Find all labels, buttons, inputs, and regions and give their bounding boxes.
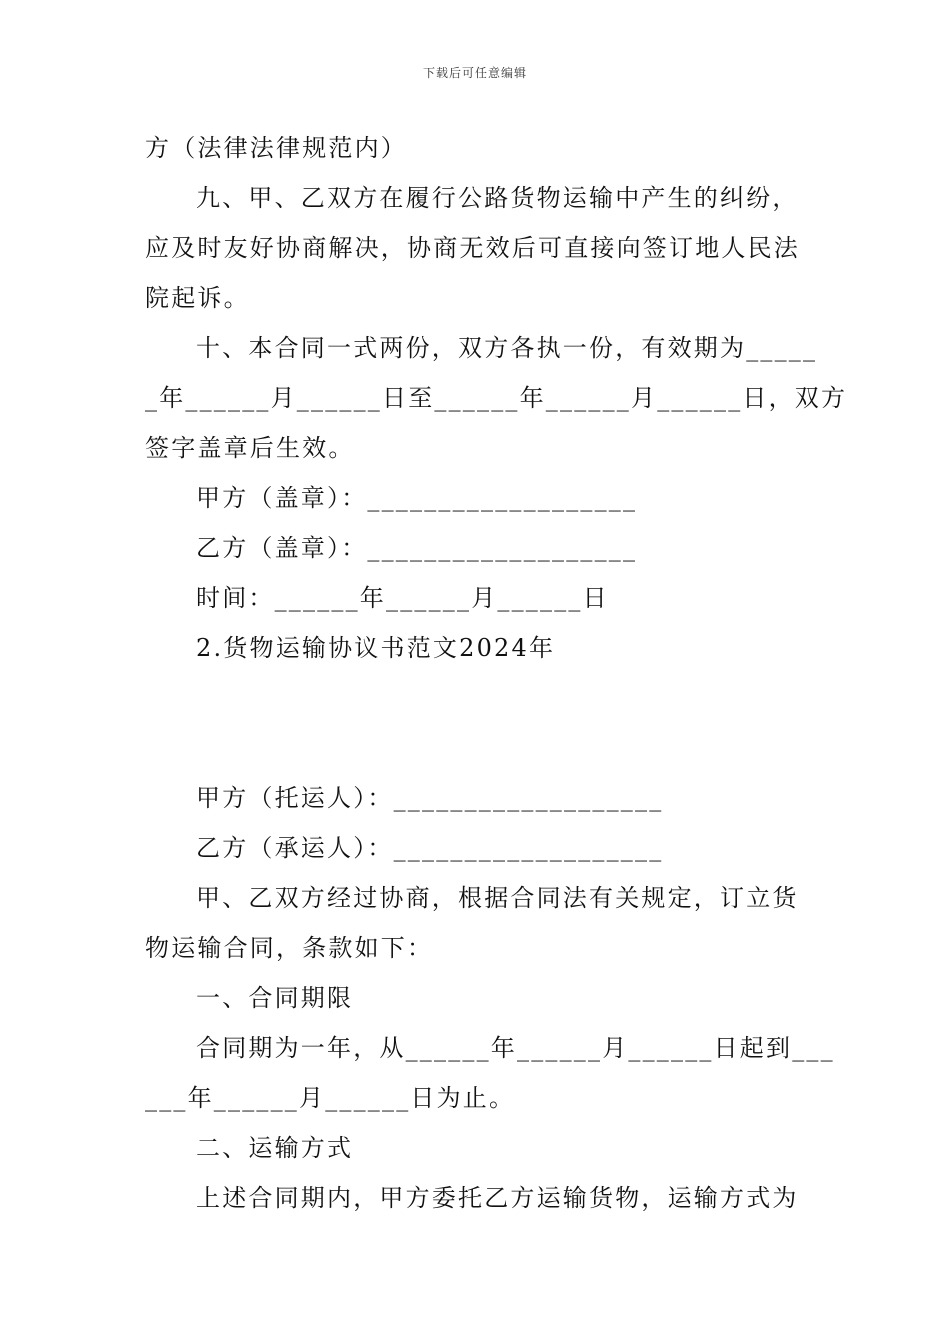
page-header: 下载后可任意编辑 [422,66,527,80]
signature-line-party-b: 乙方（盖章）：___________________ [196,534,638,562]
text-line: 签字盖章后生效。 [145,434,355,462]
section-heading: 2.货物运输协议书范文2024年 [196,634,556,662]
text-line: 上述合同期内，甲方委托乙方运输货物，运输方式为 [196,1184,799,1212]
party-b-carrier-line: 乙方（承运人）：___________________ [196,834,664,862]
signature-line-party-a: 甲方（盖章）：___________________ [196,484,638,512]
text-line: 物运输合同，条款如下： [145,934,434,962]
date-line: 时间：______年______月______日 [196,584,609,612]
text-line: 应及时友好协商解决，协商无效后可直接向签订地人民法 [145,234,800,262]
text-line: ___年______月______日为止。 [145,1084,516,1112]
text-line: 十、本合同一式两份，双方各执一份，有效期为_____ [196,334,818,362]
clause-heading: 一、合同期限 [196,984,354,1012]
clause-heading: 二、运输方式 [196,1134,354,1162]
text-line: 合同期为一年，从______年______月______日起到___ [196,1034,835,1062]
text-line: 九、甲、乙双方在履行公路货物运输中产生的纠纷， [196,184,799,212]
party-a-shipper-line: 甲方（托运人）：___________________ [196,784,664,812]
text-line: 方（法律法律规范内） [145,134,407,162]
text-line: _年______月______日至______年______月______日，双方 [145,384,848,412]
text-line: 甲、乙双方经过协商，根据合同法有关规定，订立货 [196,884,799,912]
text-line: 院起诉。 [145,284,250,312]
